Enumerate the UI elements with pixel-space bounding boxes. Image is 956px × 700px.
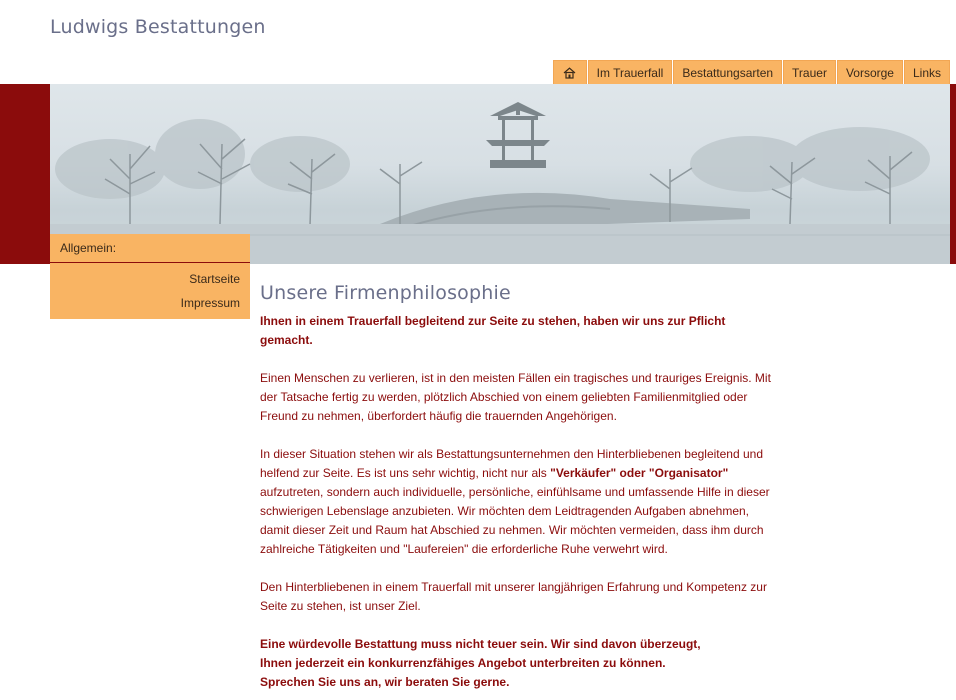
closing-paragraph (260, 635, 780, 692)
nav-home-button[interactable] (553, 60, 587, 84)
paragraph-2 (260, 445, 780, 559)
closing-line-2: Ihnen jederzeit ein konkurrenzfähiges Angebot unterbreiten zu können. (260, 656, 666, 670)
sidebar-links (50, 263, 250, 319)
paragraph-2-emphasis: "Verkäufer" oder "Organisator" (550, 466, 729, 480)
paragraph-1: Einen Menschen zu verlieren, ist in den meisten Fällen ein tragisches und trauriges Ereignis. Mit der Tatsache fertig zu werden, plötzlich Abschied von einem geliebten Familienmitglied oder Freund zu nehmen, überfordert häufig die trauernden Angehörigen. (260, 371, 771, 423)
page-title: Unsere Firmenphilosophie (260, 282, 511, 304)
sidebar (50, 234, 250, 319)
closing-line-1: Eine würdevolle Bestattung muss nicht teuer sein. Wir sind davon überzeugt, (260, 637, 701, 651)
sidebar-heading: Allgemein: (50, 234, 250, 263)
intro-paragraph: Ihnen in einem Trauerfall begleitend zur Seite zu stehen, haben wir uns zur Pflicht gemacht. (260, 314, 726, 347)
main-content (260, 282, 780, 700)
nav-links[interactable]: Links (904, 60, 950, 84)
paragraph-2-part-a: In dieser Situation stehen wir als Bestattungsunternehmen den Hinterbliebenen begleitend und helfend zur Seite. Es ist uns sehr wichtig, nicht nur als (260, 447, 764, 480)
nav-bestattungsarten[interactable]: Bestattungsarten (673, 60, 782, 84)
nav-trauer[interactable]: Trauer (783, 60, 836, 84)
home-icon (563, 67, 576, 79)
nav-im-trauerfall[interactable]: Im Trauerfall (588, 60, 673, 84)
paragraph-2-part-b: aufzutreten, sondern auch individuelle, persönliche, einfühlsame und umfassende Hilfe in dieser schwierigen Lebenslage anzubieten. Wir möchten dem Leidtragenden Aufgaben abnehmen, damit dieser Zeit und Raum hat Abschied zu nehmen. Wir möchten vermeiden, dass ihm durch zahlreiche Tätigkeiten und "Laufereien" die erforderliche Ruhe verwehrt wird. (260, 485, 770, 556)
top-navigation (553, 60, 950, 84)
nav-vorsorge[interactable]: Vorsorge (837, 60, 903, 84)
paragraph-3: Den Hinterbliebenen in einem Trauerfall mit unserer langjährigen Erfahrung und Kompetenz zur Seite zu stehen, ist unser Ziel. (260, 580, 767, 613)
sidebar-link-startseite[interactable]: Startseite (189, 272, 240, 286)
site-logo[interactable]: Ludwigs Bestattungen (50, 16, 266, 38)
sidebar-link-impressum[interactable]: Impressum (180, 296, 240, 310)
closing-line-3: Sprechen Sie uns an, wir beraten Sie gerne. (260, 675, 510, 689)
